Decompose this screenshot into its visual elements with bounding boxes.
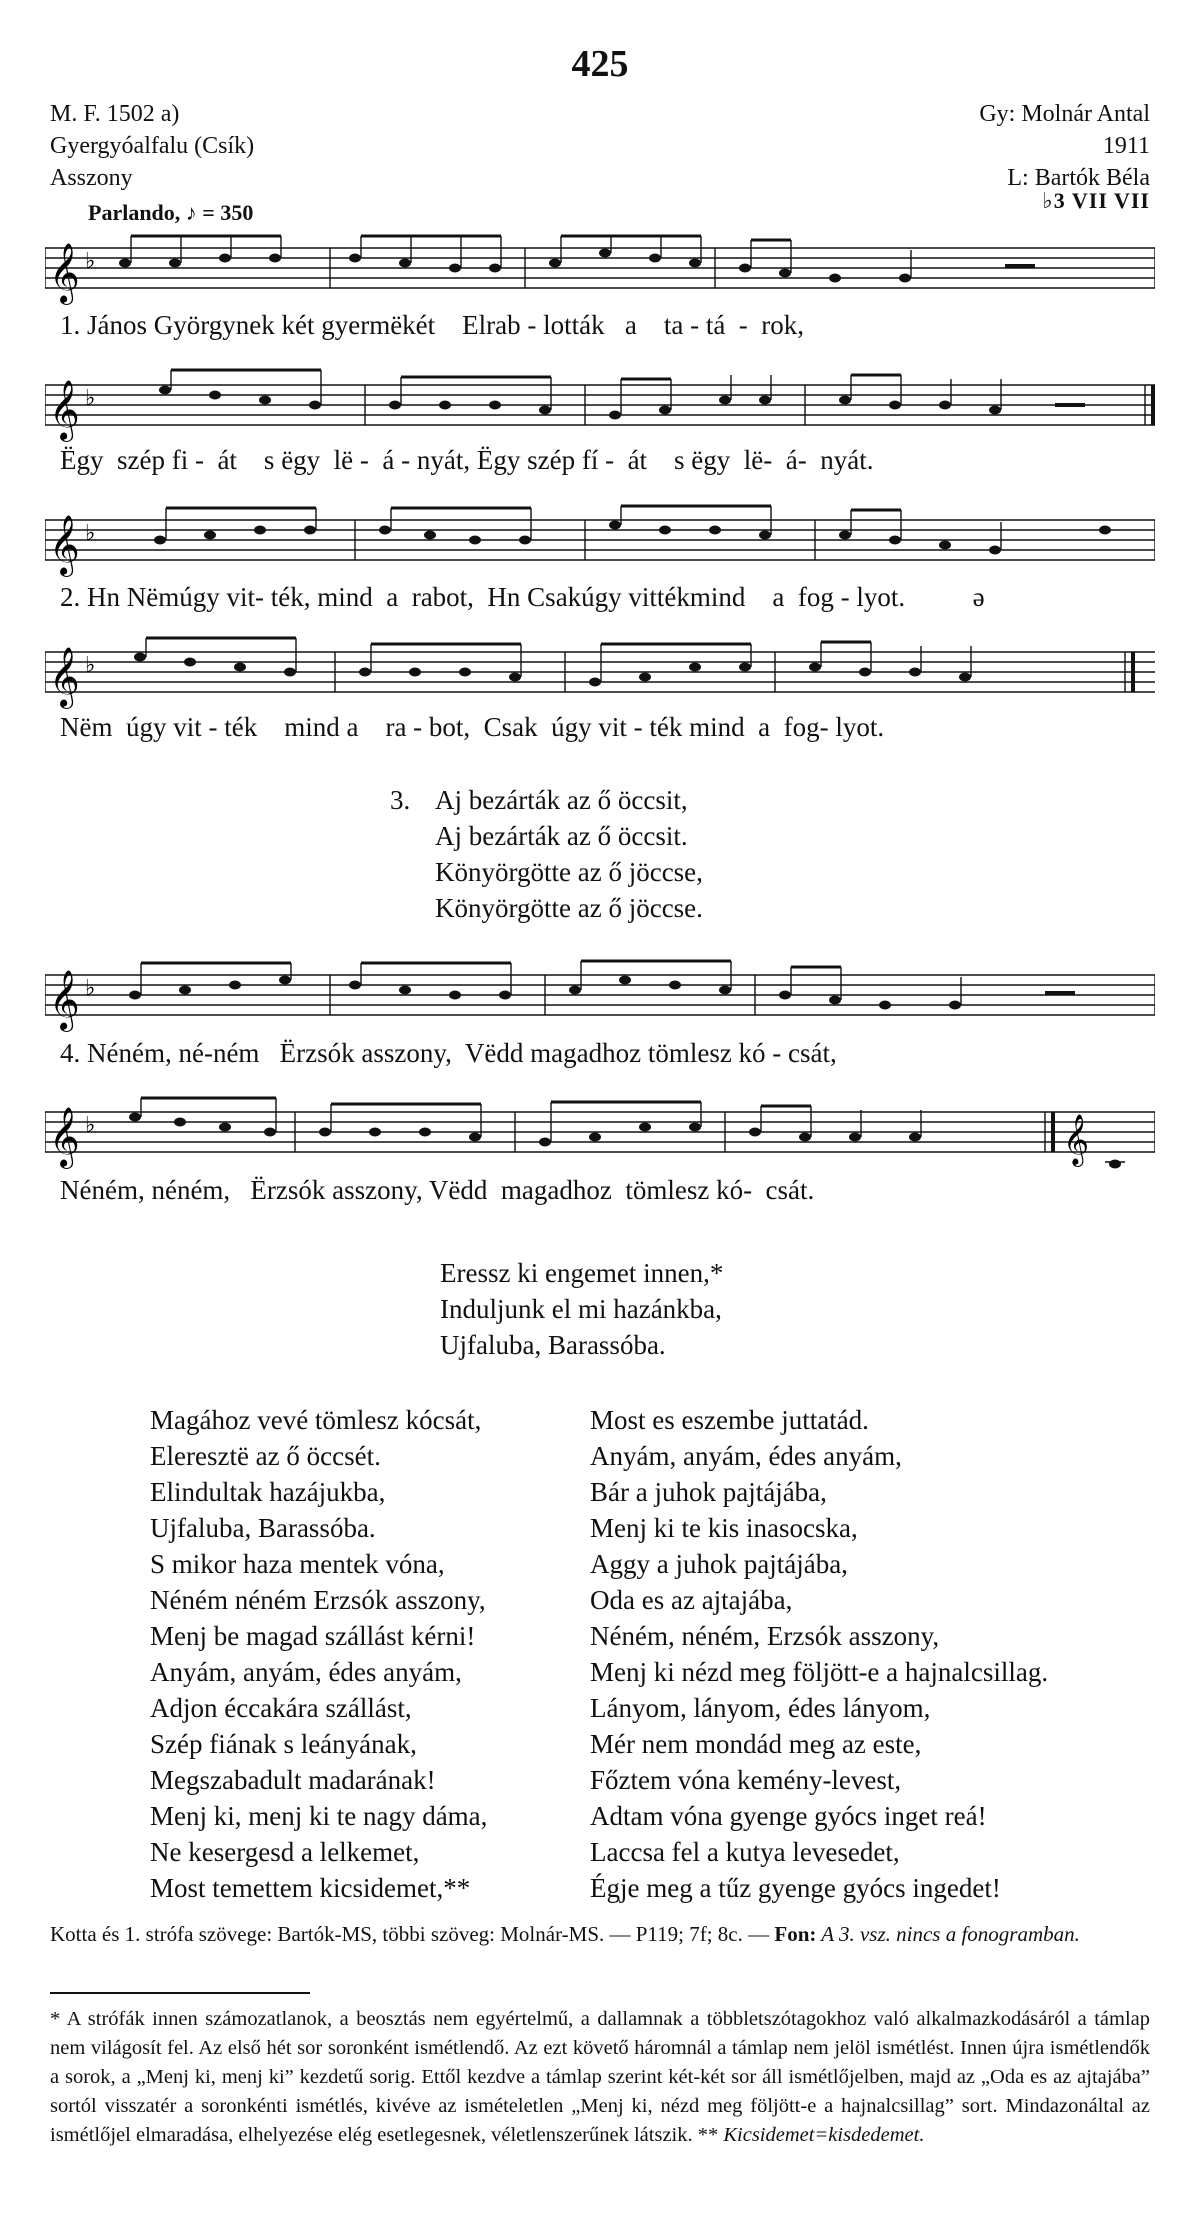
svg-text:♭: ♭ bbox=[85, 976, 96, 1001]
collector: Gy: Molnár Antal bbox=[979, 101, 1150, 127]
location: Gyergyóalfalu (Csík) bbox=[50, 133, 255, 159]
stanza-line: Aj bezárták az ő öccsit. bbox=[435, 821, 688, 851]
svg-text:𝄞: 𝄞 bbox=[49, 1107, 80, 1167]
singer: Asszony bbox=[50, 165, 133, 191]
scale-marking: ♭3 VII VII bbox=[1042, 188, 1150, 213]
verse-line: S mikor haza mentek vóna, bbox=[150, 1549, 445, 1579]
svg-text:𝄞: 𝄞 bbox=[49, 970, 80, 1030]
lyric-line-1: 1. János Györgynek két gyermëkét Elrab - lották a ta - tá - rok, bbox=[60, 310, 805, 340]
eighth-note-icon: ♪ bbox=[185, 200, 197, 225]
verse-line: Anyám, anyám, édes anyám, bbox=[590, 1441, 902, 1471]
stanza-5 bbox=[440, 1255, 723, 1363]
verse-line: Anyám, anyám, édes anyám, bbox=[150, 1657, 462, 1687]
svg-text:♭: ♭ bbox=[85, 386, 96, 411]
lyric-line-3: 2. Hn Nëmúgy vit- ték, mind a rabot, Hn Csakúgy vittékmind a fog - lyot. ə bbox=[60, 582, 985, 612]
verse-line: Főztem vóna kemény-levest, bbox=[590, 1765, 902, 1795]
stanza-line: Ujfaluba, Barassóba. bbox=[440, 1330, 666, 1360]
fon-text: A 3. vsz. nincs a fonogramban. bbox=[816, 1922, 1080, 1946]
verse-line: Néném néném Erzsók asszony, bbox=[150, 1585, 486, 1615]
svg-text:𝄞: 𝄞 bbox=[49, 243, 80, 303]
stanza-3 bbox=[390, 782, 703, 926]
tempo-label: Parlando, bbox=[88, 200, 181, 225]
verse-line: Oda es az ajtajába, bbox=[590, 1585, 793, 1615]
tempo-marking bbox=[88, 200, 253, 226]
verse-line: Adtam vóna gyenge gyócs inget reá! bbox=[590, 1801, 987, 1831]
verse-line: Megszabadult madarának! bbox=[150, 1765, 436, 1795]
stanza-number: 3. bbox=[390, 785, 411, 815]
footnote-divider bbox=[50, 1992, 310, 1994]
svg-text:𝄞: 𝄞 bbox=[49, 515, 80, 575]
verse-line: Menj be magad szállást kérni! bbox=[150, 1621, 476, 1651]
stanza-line: Könyörgötte az ő jöccse, bbox=[435, 857, 703, 887]
verse-line: Most temettem kicsidemet,** bbox=[150, 1873, 471, 1903]
stanza-line: Aj bezárták az ő öccsit, bbox=[435, 785, 688, 815]
lyric-line-2: Ëgy szép fi - át s ëgy lë - á - nyát, Ëgy szép fí - át s ëgy lë- á- nyát. bbox=[60, 445, 874, 475]
verse-line: Menj ki te kis inasocska, bbox=[590, 1513, 858, 1543]
verse-line: Most es eszembe juttatád. bbox=[590, 1405, 869, 1435]
lyric-line-4: Nëm úgy vit - ték mind a ra - bot, Csak úgy vit - ték mind a fog- lyot. bbox=[60, 712, 885, 742]
verse-line: Adjon éccakára szállást, bbox=[150, 1693, 412, 1723]
verse-line: Bár a juhok pajtájába, bbox=[590, 1477, 827, 1507]
tempo-value: = 350 bbox=[202, 200, 254, 225]
svg-text:𝄞: 𝄞 bbox=[49, 647, 80, 707]
svg-text:𝄞: 𝄞 bbox=[1063, 1114, 1090, 1165]
verse-line: Szép fiának s leányának, bbox=[150, 1729, 417, 1759]
verse-line: Aggy a juhok pajtájába, bbox=[590, 1549, 848, 1579]
source-text: Kotta és 1. strófa szövege: Bartók-MS, többi szöveg: Molnár-MS. — P119; 7f; 8c. — bbox=[50, 1922, 775, 1946]
verse-line: Elindultak hazájukba, bbox=[150, 1477, 386, 1507]
verse-line: Eleresztë az ő öccsét. bbox=[150, 1441, 381, 1471]
verse-line: Ujfaluba, Barassóba. bbox=[150, 1513, 376, 1543]
verse-line: Néném, néném, Erzsók asszony, bbox=[590, 1621, 940, 1651]
lyric-line-6: Néném, néném, Ërzsók asszony, Vëdd magadhoz tömlesz kó- csát. bbox=[60, 1175, 815, 1205]
svg-text:♭: ♭ bbox=[85, 1113, 96, 1138]
text-column-left bbox=[150, 1402, 487, 1906]
song-metadata bbox=[50, 98, 254, 194]
source-note bbox=[50, 1922, 1150, 1947]
transcriber: L: Bartók Béla bbox=[1007, 165, 1150, 191]
stanza-line: Könyörgötte az ő jöccse. bbox=[435, 893, 703, 923]
verse-line: Lányom, lányom, édes lányom, bbox=[590, 1693, 931, 1723]
stanza-line: Induljunk el mi hazánkba, bbox=[440, 1294, 722, 1324]
footnote bbox=[50, 2005, 1150, 2150]
svg-text:♭: ♭ bbox=[85, 653, 96, 678]
verse-line: Laccsa fel a kutya levesedet, bbox=[590, 1837, 900, 1867]
catalog-number: M. F. 1502 a) bbox=[50, 101, 180, 127]
year: 1911 bbox=[1102, 133, 1150, 159]
svg-text:♭: ♭ bbox=[85, 249, 96, 274]
svg-text:𝄞: 𝄞 bbox=[49, 380, 80, 440]
verse-line: Égje meg a tűz gyenge gyócs ingedet! bbox=[590, 1873, 1001, 1903]
verse-line: Menj ki, menj ki te nagy dáma, bbox=[150, 1801, 488, 1831]
text-column-right bbox=[590, 1402, 1048, 1906]
footnote-text: * A strófák innen számozatlanok, a beosztás nem egyértelmű, a dallamnak a többletszótagokhoz való alkalmazkodásáról a támlap nem világosít fel. Az első hét sor soronként ismétlendő. Az ezt követő háromnál a támlap nem jelöl ismétlést. Innen újra ismétlendők a sorok, a „Menj ki, menj ki” kezdetű sorig. Ettől kezdve a támlap szerint két-két sor áll ismétlőjelben, majd az „Oda es az ajtajába” sortól visszatér a soronkénti ismétlés, kivéve az ismételetlen „Menj ki, nézd meg följött-e a hajnalcsillag” sort. Mindazonáltal az ismétlőjel elmaradása, elhelyezése elég esetlegesnek, véletlenszerűnek látszik. ** bbox=[50, 2008, 1150, 2146]
footnote-italic: Kicsidemet=kisdedemet. bbox=[723, 2124, 925, 2146]
fon-label: Fon: bbox=[774, 1922, 817, 1946]
collector-metadata bbox=[979, 98, 1150, 194]
verse-line: Mér nem mondád meg az este, bbox=[590, 1729, 922, 1759]
lyric-line-5: 4. Néném, né-ném Ërzsók asszony, Vëdd magadhoz tömlesz kó - csát, bbox=[60, 1038, 837, 1068]
svg-text:♭: ♭ bbox=[85, 521, 96, 546]
verse-line: Magához vevé tömlesz kócsát, bbox=[150, 1405, 482, 1435]
verse-line: Menj ki nézd meg följött-e a hajnalcsillag. bbox=[590, 1657, 1049, 1687]
verse-line: Ne kesergesd a lelkemet, bbox=[150, 1837, 420, 1867]
stanza-line: Eressz ki engemet innen,* bbox=[440, 1258, 724, 1288]
page-number: 425 bbox=[571, 43, 629, 85]
